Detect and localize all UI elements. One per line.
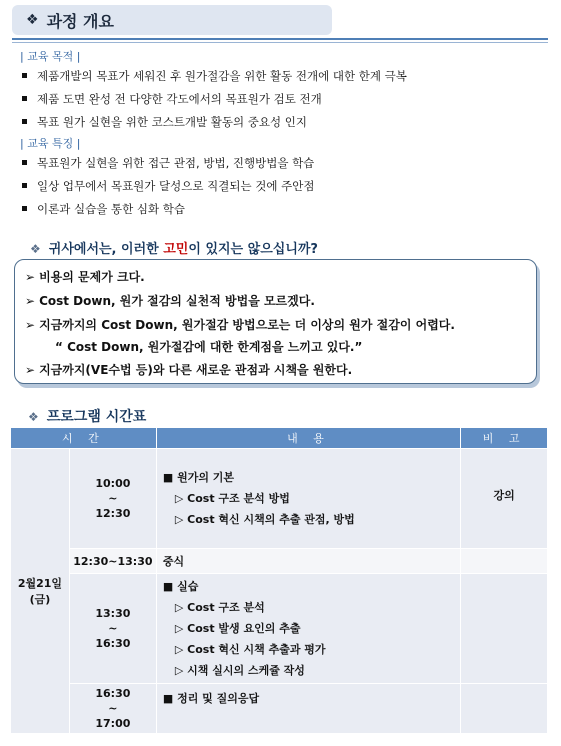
note-cell: 강의 [461,449,548,549]
issue-line: ➢ Cost Down, 원가 절감의 실천적 방법을 모르겠다. [25,294,315,308]
header-time: 시 간 [11,428,157,449]
highlight-word: 고민 [163,242,189,257]
feature-item: 일상 업무에서 목표원가 달성으로 직결되는 것에 주안점 [22,178,314,194]
table-row [11,449,548,549]
square-bullet-icon [22,206,27,211]
square-bullet-icon [22,160,27,165]
content-cell: ■ 원가의 기본 ▷ Cost 구조 분석 방법 ▷ Cost 혁신 시책의 추출 관점, 방법 [156,449,460,549]
arrow-bullet-icon: ➢ [25,294,36,308]
header-note: 비 고 [461,428,548,449]
issues-box [14,259,537,384]
header-content: 내 용 [156,428,460,449]
issue-line: ➢ 지금까지(VE수법 등)와 다른 새로운 관점과 시책을 원한다. [25,363,353,377]
table-header-row [11,428,548,449]
time-cell: 10:00 ~ 12:30 [69,449,156,549]
time-cell: 16:30 ~ 17:00 [69,684,156,734]
divider [12,42,548,43]
date-cell: 2월21일 (금) [11,449,70,734]
content-cell: ■ 정리 및 질의응답 [156,684,460,734]
diamond-icon: ❖ [30,242,41,256]
square-bullet-icon [22,96,27,101]
issue-quote: “ Cost Down, 원가절감에 대한 한계점을 느끼고 있다.” [55,340,363,354]
table-row [11,684,548,734]
square-bullet-icon [22,183,27,188]
diamond-icon: ❖ [28,410,39,424]
objectives-label: | 교육 목적 | [20,50,81,63]
objective-item: 제품개발의 목표가 세워진 후 원가절감을 위한 활동 전개에 대한 한계 극복 [22,68,407,84]
arrow-bullet-icon: ➢ [25,270,36,284]
table-row [11,549,548,574]
arrow-bullet-icon: ➢ [25,363,36,377]
objective-item: 목표 원가 실현을 위한 코스트개발 활동의 중요성 인지 [22,114,307,130]
square-bullet-icon [22,73,27,78]
schedule-table [10,427,548,734]
square-bullet-icon [22,119,27,124]
arrow-bullet-icon: ➢ [25,318,36,332]
content-cell: 중식 [156,549,460,574]
schedule-heading: ❖ 프로그램 시간표 [28,409,147,425]
time-cell: 12:30~13:30 [69,549,156,574]
question-heading: ❖ 귀사에서는, 이러한 고민이 있지는 않으십니까? [30,242,318,257]
table-row [11,574,548,684]
issue-line: ➢ 비용의 문제가 크다. [25,270,145,284]
features-label: | 교육 특징 | [20,137,81,150]
time-cell: 13:30 ~ 16:30 [69,574,156,684]
section-title-box [12,5,332,35]
note-cell [461,684,548,734]
page-title: 과정 개요 [46,11,114,31]
note-cell [461,574,548,684]
diamond-icon: ❖ [26,12,39,28]
objective-item: 제품 도면 완성 전 다양한 각도에서의 목표원가 검토 전개 [22,91,322,107]
content-cell: ■ 실습 ▷ Cost 구조 분석 ▷ Cost 발생 요인의 추출 ▷ Cost 혁신 시책 추출과 평가 ▷ 시책 실시의 스케쥴 작성 [156,574,460,684]
feature-item: 목표원가 실현을 위한 접근 관점, 방법, 진행방법을 학습 [22,155,314,171]
divider [12,38,548,40]
feature-item: 이론과 실습을 통한 심화 학습 [22,201,185,217]
note-cell [461,549,548,574]
issue-line: ➢ 지금까지의 Cost Down, 원가절감 방법으로는 더 이상의 원가 절감이 어렵다. [25,318,455,332]
